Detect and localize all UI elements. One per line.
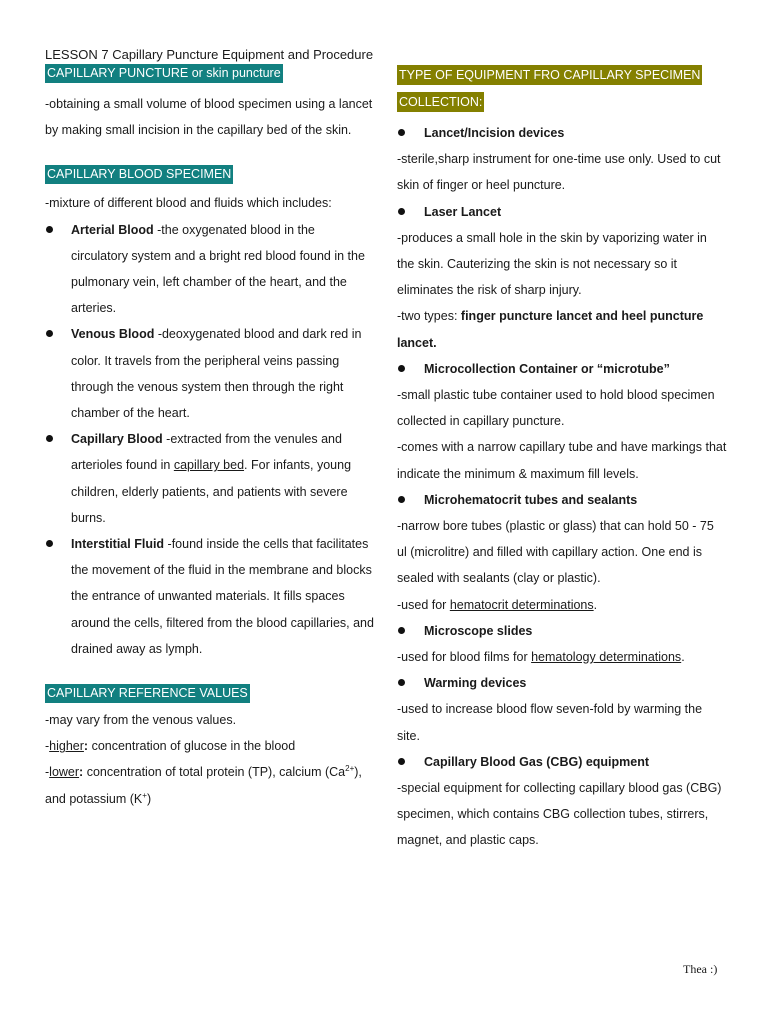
lancet-definition: -sterile,sharp instrument for one-time use only. Used to cut skin of finger or heel puncture.: [397, 152, 721, 193]
laser-types: -two types: finger puncture lancet and heel puncture lancet.: [397, 309, 704, 350]
warming-item: [397, 670, 727, 696]
bullet-icon: [46, 330, 53, 337]
bullet-icon: [398, 627, 405, 634]
capillary-bed-link: capillary bed: [173, 458, 245, 473]
puncture-heading-wrap: [45, 64, 375, 83]
laser-lancet-item: [397, 199, 727, 225]
interstitial-term: Interstitial Fluid: [71, 537, 165, 552]
reference-intro: -may vary from the venous values.: [45, 713, 237, 728]
bullet-icon: [46, 435, 53, 442]
puncture-definition: -obtaining a small volume of blood specimen using a lancet by making small incision in the capillary bed of the skin.: [45, 97, 373, 138]
hematocrit-definition-1: -narrow bore tubes (plastic or glass) that can hold 50 - 75 ul (microlitre) and filled with capillary action. One end is sealed with sealants (clay or plastic).: [397, 519, 714, 586]
lower-word: lower: [49, 765, 80, 780]
hematocrit-link: hematocrit determinations: [449, 597, 594, 612]
bullet-icon: [398, 129, 405, 136]
capillary-term: Capillary Blood: [71, 432, 163, 447]
potassium-superscript: +: [142, 790, 147, 800]
bullet-icon: [398, 758, 405, 765]
specimen-heading: CAPILLARY BLOOD SPECIMEN: [45, 165, 233, 184]
right-column: [397, 62, 727, 854]
equipment-heading: [397, 62, 727, 116]
laser-definition: -produces a small hole in the skin by vaporizing water in the skin. Cauterizing the skin is not necessary so it eliminates the risk of sharp injury.: [397, 230, 707, 298]
puncture-heading: CAPILLARY PUNCTURE or skin puncture: [45, 64, 283, 83]
cbg-definition: -special equipment for collecting capillary blood gas (CBG) specimen, which contains CBG collection tubes, stirrers, magnet, and plastic caps.: [397, 781, 722, 848]
bullet-icon: [398, 679, 405, 686]
hematology-link: hematology determinations: [531, 650, 682, 665]
arterial-blood-item: [45, 217, 375, 322]
hematocrit-definition-2: -used for hematocrit determinations.: [397, 597, 598, 612]
calcium-superscript: 2+: [345, 764, 355, 774]
equipment-heading-line-2: COLLECTION:: [397, 92, 484, 112]
microtube-definition-1: -small plastic tube container used to hold blood specimen collected in capillary puncture.: [397, 388, 715, 429]
lancet-item: [397, 120, 727, 146]
lesson-title: LESSON 7 Capillary Puncture Equipment and Procedure: [45, 47, 374, 62]
interstitial-definition: -found inside the cells that facilitates the movement of the fluid in the membrane and blocks the entrance of unwanted materials. It fills spaces around the cells, filtered from the blood capillaries, and drained away as lymph.: [71, 537, 374, 656]
left-column: [45, 46, 375, 812]
signature: Thea :): [683, 962, 718, 976]
hematocrit-item: [397, 487, 727, 513]
reference-lower: -lower: concentration of total protein (TP), calcium $(Ca^{2+})$, and potassium (K+): [45, 764, 362, 806]
cbg-item: [397, 749, 727, 775]
microtube-item: [397, 356, 727, 382]
slides-item: [397, 618, 727, 644]
bullet-icon: [398, 496, 405, 503]
lancet-term: Lancet/Incision devices: [424, 126, 565, 140]
warming-term: Warming devices: [424, 676, 527, 691]
hematocrit-term: Microhematocrit tubes and sealants: [424, 492, 638, 507]
reference-heading: CAPILLARY REFERENCE VALUES: [45, 684, 250, 703]
laser-term: Laser Lancet: [424, 204, 502, 219]
bullet-icon: [398, 208, 405, 215]
capillary-blood-item: [45, 426, 375, 531]
reference-higher: -higher: concentration of glucose in the blood: [45, 739, 296, 754]
slides-definition: -used for blood films for hematology determinations.: [397, 650, 685, 665]
warming-definition: -used to increase blood flow seven-fold by warming the site.: [397, 702, 703, 743]
bullet-icon: [46, 226, 53, 233]
microtube-definition-2: -comes with a narrow capillary tube and have markings that indicate the minimum & maximum fill levels.: [397, 440, 727, 481]
venous-definition: -deoxygenated blood and dark red in color. It travels from the peripheral veins passing through the venous system then through the right chamber of the heart.: [71, 327, 362, 421]
venous-term: Venous Blood: [71, 327, 155, 342]
specimen-intro: -mixture of different blood and fluids which includes:: [45, 196, 332, 211]
arterial-term: Arterial Blood: [71, 222, 154, 237]
slides-term: Microscope slides: [424, 623, 533, 638]
interstitial-fluid-item: [45, 531, 375, 662]
venous-blood-item: [45, 321, 375, 426]
microtube-term: Microcollection Container or “microtube”: [424, 361, 670, 376]
higher-word: higher: [49, 739, 84, 754]
capillary-definition-1: -extracted from the venules and arterioles found in: [71, 432, 342, 473]
bullet-icon: [46, 540, 53, 547]
equipment-heading-line-1: TYPE OF EQUIPMENT FRO CAPILLARY SPECIMEN: [397, 65, 702, 85]
capillary-definition-2: . For infants, young children, elderly patients, and patients with severe burns.: [71, 458, 352, 525]
bullet-icon: [398, 365, 405, 372]
cbg-term: Capillary Blood Gas (CBG) equipment: [424, 754, 650, 769]
arterial-definition: -the oxygenated blood in the circulatory system and a bright red blood found in the pulmonary vein, left chamber of the heart, and the arteries.: [71, 222, 365, 316]
